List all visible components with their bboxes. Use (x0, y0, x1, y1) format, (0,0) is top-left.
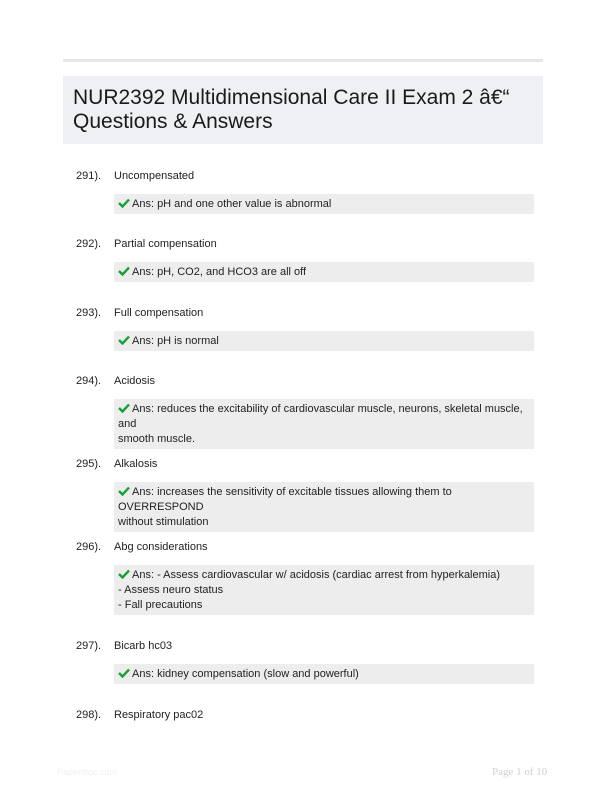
answer-box (114, 664, 534, 684)
answer-line: - Assess neuro status (118, 584, 224, 596)
checkmark-icon (118, 198, 130, 208)
answer-line: Ans: pH, CO2, and HCO3 are all off (118, 265, 530, 280)
checkmark-icon (118, 486, 130, 496)
title-line-1: NUR2392 Multidimensional Care II Exam 2 â€“ (73, 86, 510, 109)
question-text: Respiratory pac02 (114, 709, 204, 721)
question-number: 298). (76, 709, 102, 721)
question-text: Uncompensated (114, 170, 195, 182)
question-text: Partial compensation (114, 238, 217, 250)
checkmark-icon (118, 569, 130, 579)
question-text: Bicarb hc03 (114, 640, 173, 652)
page-title (73, 86, 533, 134)
answer-line: Ans: pH is normal (118, 334, 530, 349)
answer-line: Ans: increases the sensitivity of excitable tissues allowing them to OVERRESPOND (118, 486, 455, 513)
title-banner (63, 76, 543, 144)
checkmark-icon (118, 668, 130, 678)
answer-line: - Fall precautions (118, 599, 203, 611)
answer-line: Ans: pH and one other value is abnormal (118, 197, 530, 212)
answer-line: Ans: kidney compensation (slow and powerful) (118, 667, 530, 682)
answer-box (114, 565, 534, 615)
question-text: Full compensation (114, 307, 204, 319)
answer-line: smooth muscle. (118, 433, 196, 445)
question-number: 297). (76, 640, 102, 652)
question-text: Alkalosis (114, 458, 158, 470)
top-divider (63, 59, 543, 62)
question-number: 294). (76, 375, 102, 387)
answer-box (114, 399, 534, 449)
checkmark-icon (118, 335, 130, 345)
answer-box (114, 482, 534, 532)
answer-line: Ans: reduces the excitability of cardiovascular muscle, neurons, skeletal muscle, and (118, 403, 526, 430)
answer-line: Ans: - Assess cardiovascular w/ acidosis (cardiac arrest from hyperkalemia) (118, 568, 530, 583)
question-number: 296). (76, 541, 102, 553)
answer-box (114, 194, 534, 214)
answer-line: without stimulation (118, 516, 209, 528)
footer-watermark: Paperstoc.com (57, 767, 118, 777)
checkmark-icon (118, 266, 130, 276)
question-number: 291). (76, 170, 102, 182)
title-line-2: Questions & Answers (73, 110, 273, 133)
question-number: 293). (76, 307, 102, 319)
checkmark-icon (118, 403, 130, 413)
question-text: Acidosis (114, 375, 155, 387)
question-number: 295). (76, 458, 102, 470)
page-indicator: Page 1 of 10 (492, 766, 548, 778)
question-number: 292). (76, 238, 102, 250)
answer-box (114, 331, 534, 351)
answer-box (114, 262, 534, 282)
question-text: Abg considerations (114, 541, 208, 553)
